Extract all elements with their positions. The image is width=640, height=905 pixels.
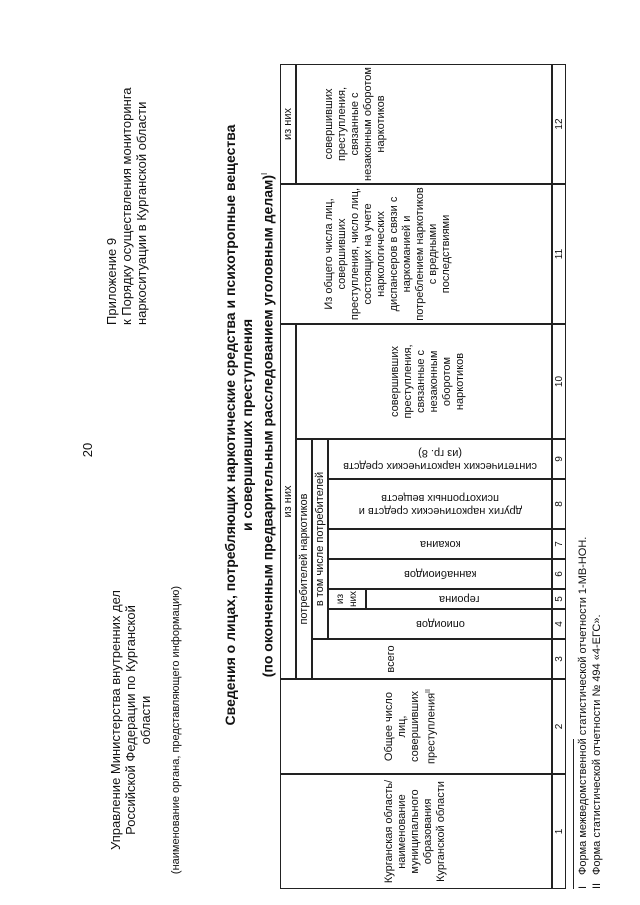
title-line-3 [256, 105, 277, 745]
col11-text: Из общего числа лиц, совершивших преступления, число лиц, состоящих на учете наркологических диспансеров в связи с наркоманией и потреблением наркотиков с вредными последствиями [323, 187, 452, 321]
col-number: 8 [552, 479, 566, 529]
cannabinoids-text: каннабиоидов [403, 568, 477, 581]
col-number: 9 [552, 439, 566, 479]
footnote-divider [573, 739, 574, 889]
header-opioids-sub: из них [328, 589, 366, 609]
header-col11 [280, 184, 552, 324]
footnotes [576, 289, 604, 889]
col-number: 2 [552, 679, 566, 774]
col-number: 4 [552, 609, 566, 639]
header-col10 [296, 324, 552, 439]
footnote-2-text: Форма статистической отчетности № 494 «4-ЕГС». [591, 614, 603, 875]
footnote-2-mark: II [591, 882, 603, 889]
footnote-1 [576, 289, 590, 889]
header-cocaine [328, 529, 552, 559]
cocaine-text: кокаина [419, 538, 461, 551]
col-number: 1 [552, 774, 566, 889]
title-line-2: и совершивших преступления [239, 319, 255, 531]
header-opioids [328, 609, 552, 639]
all-text: всего [385, 645, 397, 673]
col-number: 5 [552, 589, 566, 609]
header-cannabinoids [328, 559, 552, 589]
col-number: 12 [552, 64, 566, 184]
other-drugs-text: других наркотических средств и психотропных веществ [358, 492, 522, 517]
col12-text: совершивших преступления, связанные с незаконным оборотом наркотиков [323, 67, 387, 181]
title-footnote-mark: I [260, 172, 269, 175]
title-line-1: Сведения о лицах, потребляющих наркотические средства и психотропные вещества [222, 124, 238, 726]
organization-line-2: Российской Федерации по Курганской [123, 605, 138, 835]
header-total-persons [280, 679, 552, 774]
synthetic-text: синтетических наркотических средств (из гр. 8) [343, 447, 537, 472]
header-drug-users: потребителей наркотиков [296, 439, 312, 679]
col-number: 3 [552, 639, 566, 679]
header-synthetic [328, 439, 552, 479]
total-persons-text [283, 682, 439, 771]
page-number: 20 [80, 442, 95, 458]
organization-line-1: Управление Министерства внутренних дел [108, 590, 123, 850]
header-other-drugs [328, 479, 552, 529]
header-all [312, 639, 552, 679]
header-col12-group: из них [280, 64, 296, 184]
region-header-text: Курганская область/ наименование муниципального образования Курганской области [383, 779, 447, 884]
heroin-text: героина [438, 593, 480, 606]
organization-name [108, 545, 153, 895]
appendix-block [104, 15, 149, 325]
organization-line-3: области [138, 695, 153, 745]
header-col12 [296, 64, 552, 184]
appendix-line-1: Приложение 9 [104, 237, 119, 325]
organization-caption: (наименование органа, представляющего информацию) [170, 585, 182, 875]
appendix-line-3: наркоситуации в Курганской области [134, 101, 149, 325]
total-persons-footnote-mark: II [425, 689, 432, 693]
total-persons-label: Общее число лиц, совершивших преступления [383, 691, 438, 764]
col-number: 10 [552, 324, 566, 439]
title-line-3-text: (по оконченным предварительным расследованием уголовным делам) [259, 174, 276, 678]
header-heroin [366, 589, 552, 609]
opioids-text: опиоидов [415, 618, 465, 631]
col-number: 11 [552, 184, 566, 324]
footnote-1-mark: I [577, 885, 589, 889]
appendix-line-2: к Порядку осуществления мониторинга [119, 87, 134, 325]
document-title [222, 105, 277, 745]
footnote-1-text: Форма межведомственной статистической отчетности 1-МВ-НОН. [577, 536, 589, 875]
header-group-iz-nih: из них [280, 324, 296, 679]
header-including: в том числе потребителей [312, 439, 328, 639]
col-number: 7 [552, 529, 566, 559]
header-region [280, 774, 552, 889]
footnote-2 [590, 289, 604, 889]
col10-text: совершивших преступления, связанные с незаконным оборотом наркотиков [389, 344, 466, 419]
col-number: 6 [552, 559, 566, 589]
